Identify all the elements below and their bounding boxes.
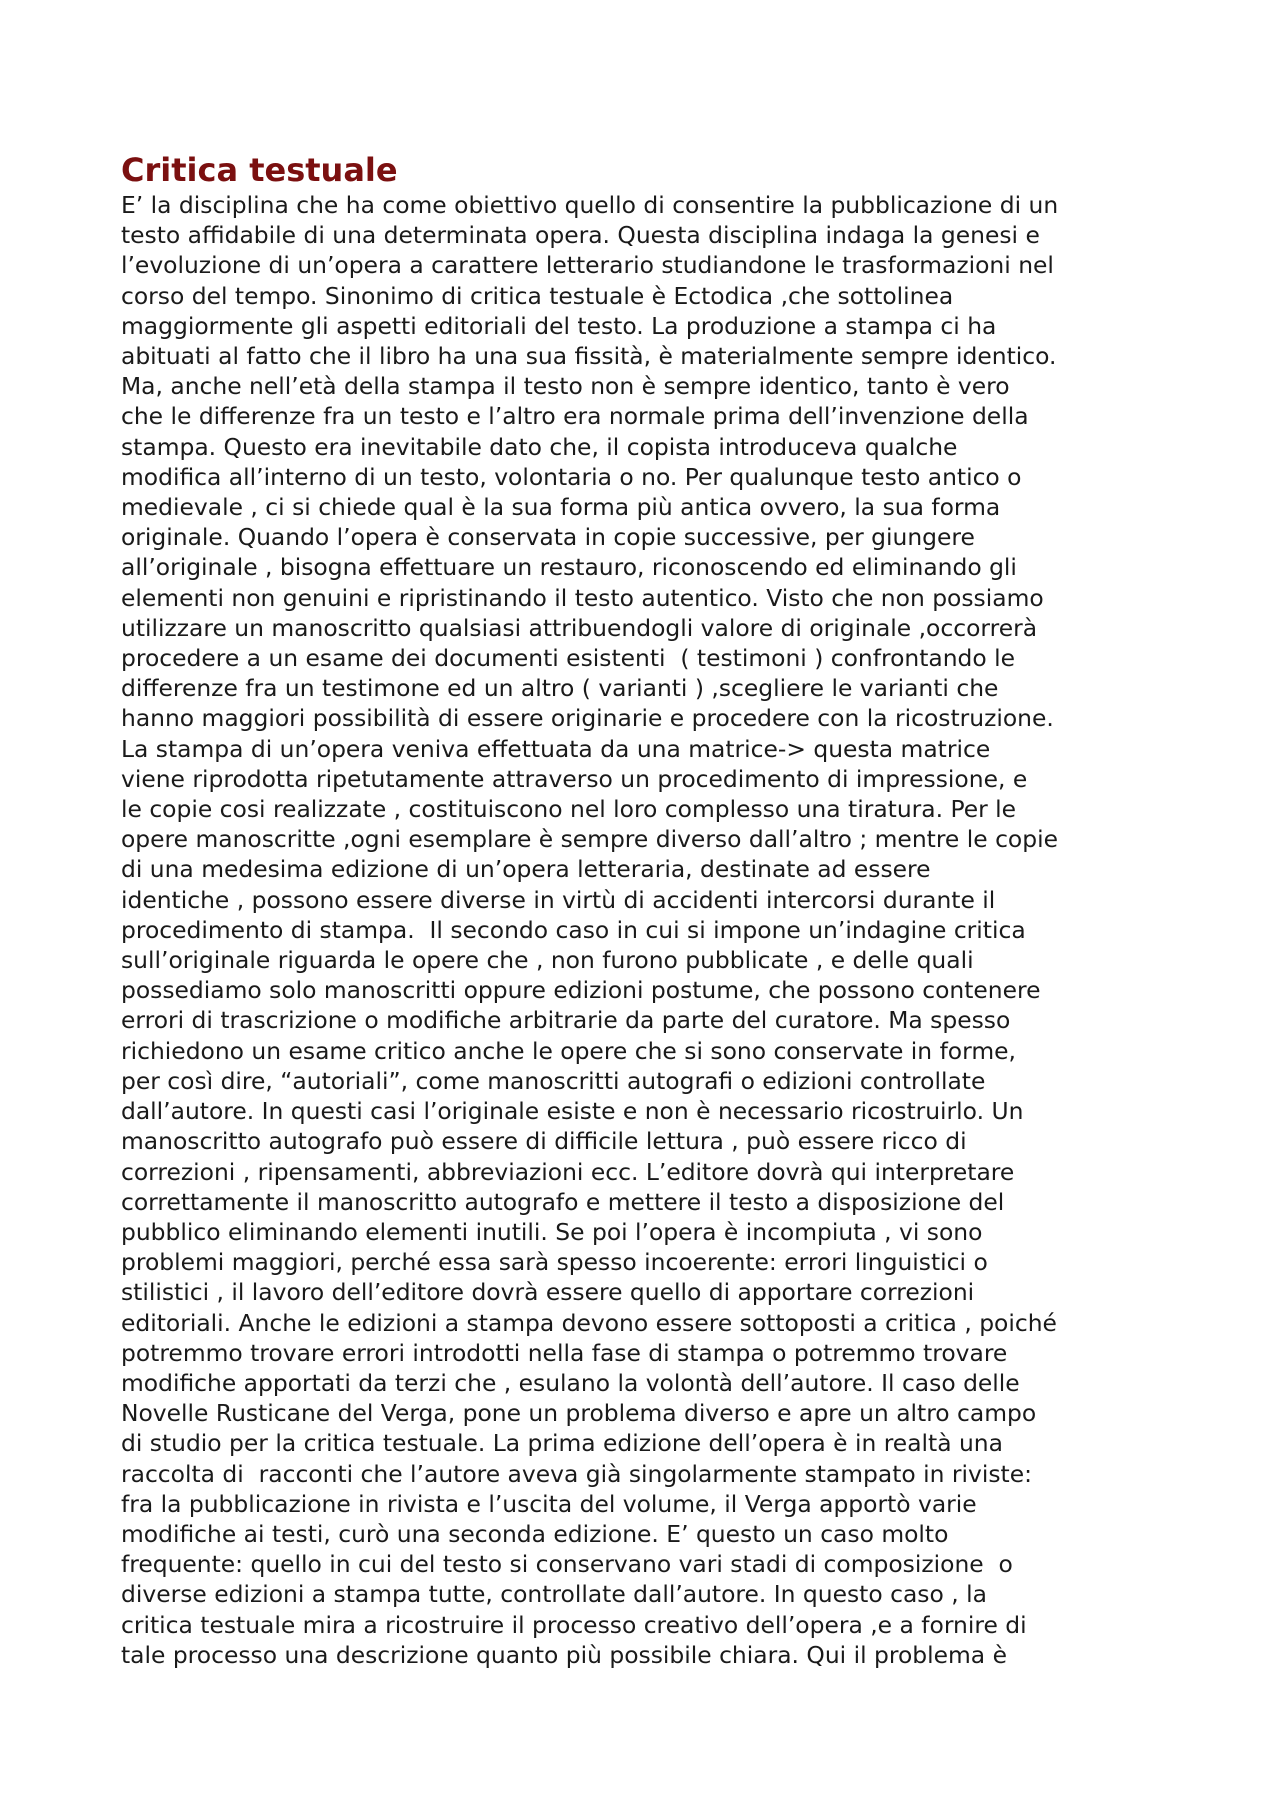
body-text-line: maggiormente gli aspetti editoriali del testo. La produzione a stampa ci ha [121,311,997,340]
body-text-line: procedere a un esame dei documenti esistenti ( testimoni ) confrontando le [121,644,1016,673]
body-text-line: potremmo trovare errori introdotti nella fase di stampa o potremmo trovare [121,1338,1008,1367]
body-text-line: opere manoscritte ,ogni esemplare è sempre diverso dall’altro ; mentre le copie [121,825,1058,854]
body-text-line: procedimento di stampa. Il secondo caso in cui si impone un’indagine critica [121,915,1026,944]
body-text-line: frequente: quello in cui del testo si conservano vari stadi di composizione o [121,1550,1013,1579]
body-text-line: richiedono un esame critico anche le opere che si sono conservate in forme, [121,1036,1016,1065]
body-text-line: testo affidabile di una determinata opera. Questa disciplina indaga la genesi e [121,221,1040,250]
body-text-line: diverse edizioni a stampa tutte, controllate dall’autore. In questo caso , la [121,1580,987,1609]
body-text-line: problemi maggiori, perché essa sarà spesso incoerente: errori linguistici o [121,1248,988,1277]
body-text-line: critica testuale mira a ricostruire il processo creativo dell’opera ,e a fornire di [121,1610,1027,1639]
body-text-line: viene riprodotta ripetutamente attraverso un procedimento di impressione, e [121,764,1028,793]
body-text-line: che le differenze fra un testo e l’altro era normale prima dell’invenzione della [121,402,1029,431]
body-text-line: sull’originale riguarda le opere che , non furono pubblicate , e delle quali [121,946,974,975]
document-title: Critica testuale [121,151,398,189]
body-text-line: La stampa di un’opera veniva effettuata da una matrice-> questa matrice [121,734,991,763]
body-text-line: di una medesima edizione di un’opera letteraria, destinate ad essere [121,855,931,884]
body-text-line: pubblico eliminando elementi inutili. Se poi l’opera è incompiuta , vi sono [121,1217,983,1246]
document-body [121,190,1171,1670]
body-text-line: differenze fra un testimone ed un altro ( varianti ) ,scegliere le varianti che [121,674,999,703]
body-text-line: all’originale , bisogna effettuare un restauro, riconoscendo ed eliminando gli [121,553,1017,582]
body-text-line: possediamo solo manoscritti oppure edizioni postume, che possono contenere [121,976,1041,1005]
body-text-line: dall’autore. In questi casi l’originale esiste e non è necessario ricostruirlo. Un [121,1097,1024,1126]
body-text-line: modifica all’interno di un testo, volontaria o no. Per qualunque testo antico o [121,462,1022,491]
body-text-line: abituati al fatto che il libro ha una sua fissità, è materialmente sempre identico. [121,342,1057,371]
body-text-line: elementi non genuini e ripristinando il testo autentico. Visto che non possiamo [121,583,1044,612]
body-text-line: Ma, anche nell’età della stampa il testo non è sempre identico, tanto è vero [121,372,1010,401]
document-content [121,150,1171,1670]
body-text-line: originale. Quando l’opera è conservata in copie successive, per giungere [121,523,975,552]
body-text-line: errori di trascrizione o modifiche arbitrarie da parte del curatore. Ma spesso [121,1006,1011,1035]
body-text-line: correttamente il manoscritto autografo e mettere il testo a disposizione del [121,1187,1005,1216]
body-text-line: hanno maggiori possibilità di essere originarie e procedere con la ricostruzione. [121,704,1054,733]
body-text-line: modifiche ai testi, curò una seconda edizione. E’ questo un caso molto [121,1519,949,1548]
body-text-line: l’evoluzione di un’opera a carattere letterario studiandone le trasformazioni nel [121,251,1054,280]
body-text-line: modifiche apportati da terzi che , esulano la volontà dell’autore. Il caso delle [121,1368,1020,1397]
body-text-line: utilizzare un manoscritto qualsiasi attribuendogli valore di originale ,occorrerà [121,613,1038,642]
body-text-line: tale processo una descrizione quanto più possibile chiara. Qui il problema è [121,1640,1007,1669]
body-text-line: medievale , ci si chiede qual è la sua forma più antica ovvero, la sua forma [121,493,1001,522]
body-text-line: di studio per la critica testuale. La prima edizione dell’opera è in realtà una [121,1429,1003,1458]
body-text-line: fra la pubblicazione in rivista e l’uscita del volume, il Verga apportò varie [121,1489,977,1518]
body-text-line: Novelle Rusticane del Verga, pone un problema diverso e apre un altro campo [121,1399,1037,1428]
body-text-line: E’ la disciplina che ha come obiettivo quello di consentire la pubblicazione di un [121,191,1059,219]
body-text-line: stampa. Questo era inevitabile dato che, il copista introduceva qualche [121,432,958,461]
body-text-line: per così dire, “autoriali”, come manoscritti autografi o edizioni controllate [121,1066,986,1095]
body-text-line: editoriali. Anche le edizioni a stampa devono essere sottoposti a critica , poiché [121,1308,1057,1337]
body-text-line: le copie cosi realizzate , costituiscono nel loro complesso una tiratura. Per le [121,795,1017,824]
body-text-line: raccolta di racconti che l’autore aveva già singolarmente stampato in riviste: [121,1459,1032,1488]
body-text-line: manoscritto autografo può essere di difficile lettura , può essere ricco di [121,1127,967,1156]
body-text-line: identiche , possono essere diverse in virtù di accidenti intercorsi durante il [121,885,996,914]
body-text-line: stilistici , il lavoro dell’editore dovrà essere quello di apportare correzioni [121,1278,975,1307]
body-text-line: corso del tempo. Sinonimo di critica testuale è Ectodica ,che sottolinea [121,281,954,310]
body-text-line: correzioni , ripensamenti, abbreviazioni ecc. L’editore dovrà qui interpretare [121,1157,1015,1186]
